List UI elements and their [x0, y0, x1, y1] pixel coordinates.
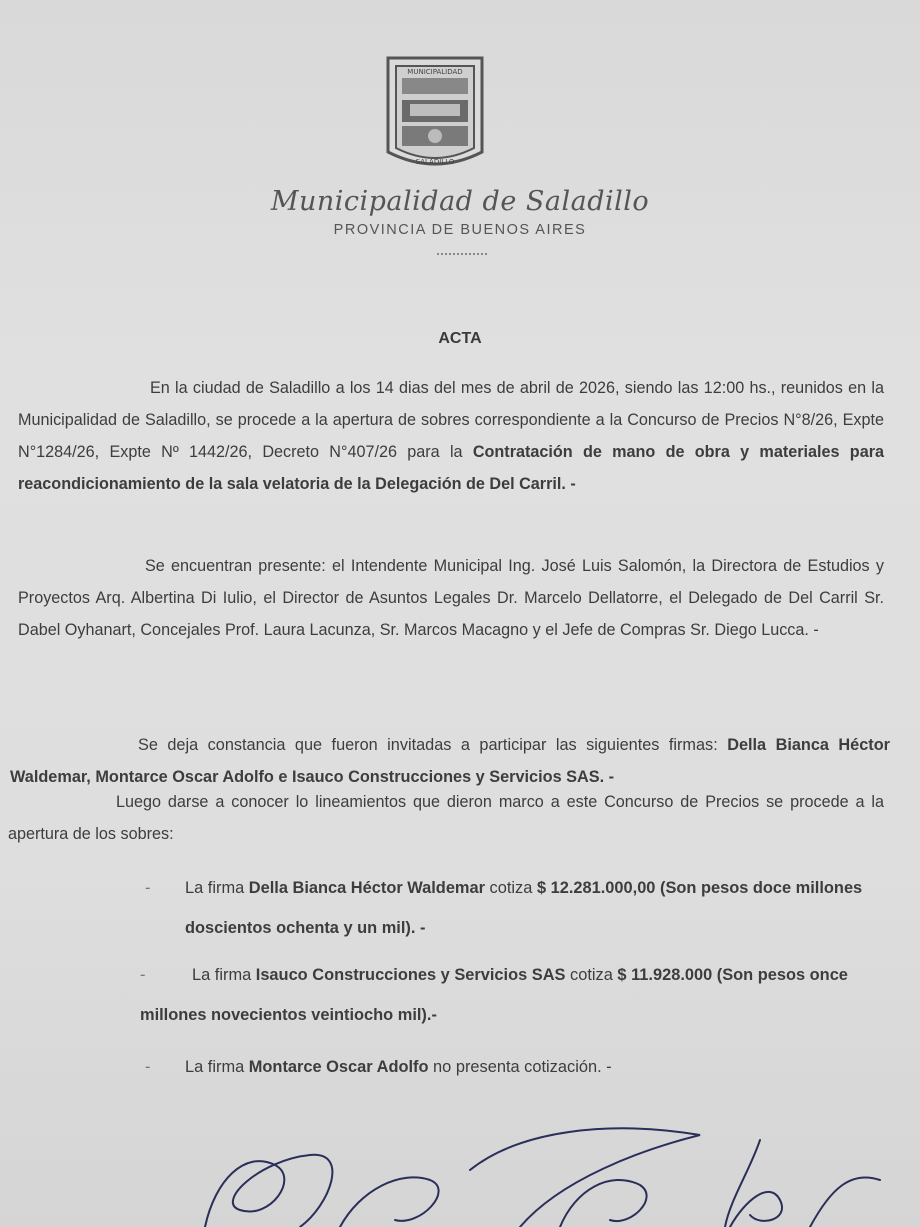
- paragraph-attendees-text: Se encuentran presente: el Intendente Municipal Ing. José Luis Salomón, la Directora de Estudios y Proyectos Arq. Albertina Di Iulio, el Director de Asuntos Legales Dr. Marcelo Dellatorre, el Delegado de Del Carril Sr. Dabel Oyhanart, Concejales Prof. Laura Lacunza, Sr. Marcos Macagno y el Jefe de Compras Sr. Diego Lucca. -: [18, 557, 884, 639]
- province-name: PROVINCIA DE BUENOS AIRES: [333, 222, 587, 238]
- bullet-dash: -: [140, 966, 146, 984]
- paragraph-attendees: [18, 550, 884, 646]
- paragraph-opening-envelopes: [8, 786, 884, 850]
- bid-text: La firma Della Bianca Héctor Waldemar cotiza $ 12.281.000,00 (Son pesos doce millones doscientos ochenta y un mil). -: [185, 879, 863, 937]
- invited-firms-list: Della Bianca Héctor Waldemar, Montarce Oscar Adolfo e Isauco Construcciones y Servicios SAS. -: [10, 736, 890, 786]
- bullet-dash: -: [145, 1058, 151, 1076]
- bullet-dash: -: [145, 879, 151, 897]
- municipal-crest-icon: [380, 52, 490, 170]
- bid-text: La firma Isauco Construcciones y Servicios SAS cotiza $ 11.928.000 (Son pesos once millones novecientos veintiocho mil).-: [140, 966, 848, 1024]
- paragraph-opening: [18, 372, 884, 500]
- document-title: ACTA: [438, 330, 482, 347]
- paragraph-envelopes-text: Luego darse a conocer lo lineamientos que dieron marco a este Concurso de Precios se procede a la apertura de los sobres:: [8, 793, 884, 843]
- bid-text: La firma Montarce Oscar Adolfo no presenta cotización. -: [185, 1058, 612, 1076]
- decorative-divider: [437, 253, 487, 255]
- paragraph-invited-text: Se deja constancia que fueron invitadas a participar las siguientes firmas:: [138, 736, 728, 754]
- bid-amount: $ 12.281.000,00 (Son pesos doce millones doscientos ochenta y un mil). -: [185, 879, 863, 937]
- paragraph-invited-firms: [10, 729, 890, 793]
- crest-top-text: MUNICIPALIDAD: [407, 68, 463, 76]
- bid-firm: Della Bianca Héctor Waldemar: [248, 879, 485, 897]
- municipality-name: Municipalidad de Saladillo: [270, 186, 650, 217]
- paragraph-opening-subject: Contratación de mano de obra y materiales para reacondicionamiento de la sala velatoria de la Delegación de Del Carril. -: [18, 443, 884, 493]
- paragraph-opening-text: En la ciudad de Saladillo a los 14 dias del mes de abril de 2026, siendo las 12:00 hs., reunidos en la Municipalidad de Saladillo, se procede a la apertura de sobres correspondiente a la Concurso de Precios N°8/26, Expte N°1284/26, Expte Nº 1442/26, Decreto N°407/26 para la: [18, 379, 884, 461]
- bid-firm: Montarce Oscar Adolfo: [248, 1058, 429, 1076]
- bid-amount: $ 11.928.000 (Son pesos once millones novecientos veintiocho mil).-: [140, 966, 848, 1024]
- handwritten-signatures: [0, 1110, 920, 1227]
- bid-firm: Isauco Construcciones y Servicios SAS: [255, 966, 566, 984]
- crest-bottom-text: SALADILLO: [415, 158, 455, 166]
